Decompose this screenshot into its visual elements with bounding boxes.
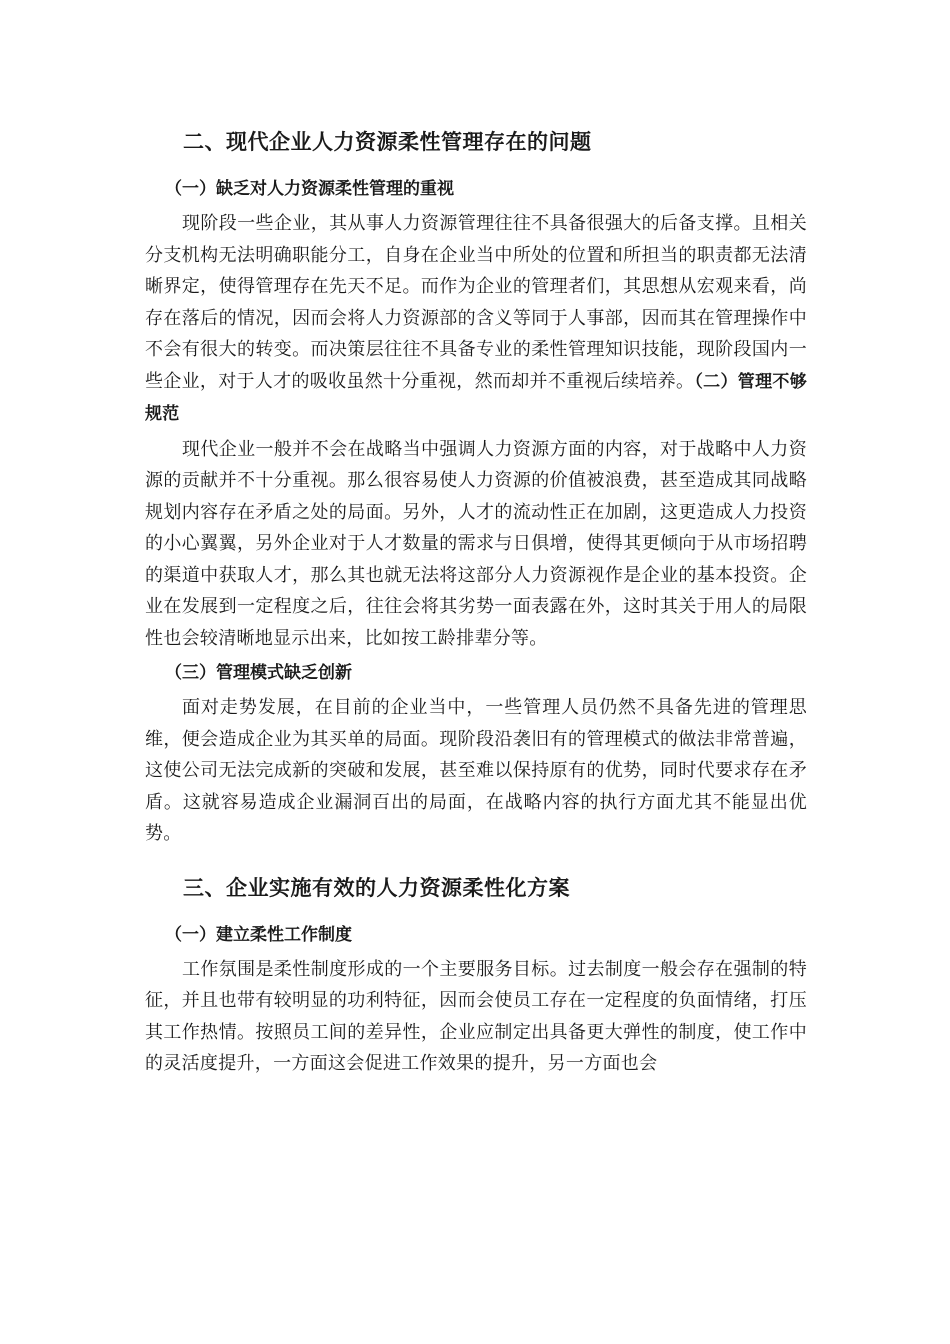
section-2-1-text: 现阶段一些企业，其从事人力资源管理往往不具备很强大的后备支撑。且相关分支机构无法明确职能分工，自身在企业当中所处的位置和所担当的职责都无法清晰界定，使得管理存在先天不足。而作为企业的管理者们，其思想从宏观来看，尚存在落后的情况，因而会将人力资源部的含义等同于人事部，因而其在管理操作中不会有很大的转变。而决策层往往不具备专业的柔性管理知识技能，现阶段国内一些企业，对于人才的吸收虽然十分重视，然而却并不重视后续培养。	[145, 213, 807, 392]
section-2-3-heading: （三）管理模式缺乏创新	[165, 663, 352, 683]
section-2-3-paragraph: 面对走势发展，在目前的企业当中，一些管理人员仍然不具备先进的管理思维，便会造成企业为其买单的局面。现阶段沿袭旧有的管理模式的做法非常普遍，这使公司无法完成新的突破和发展，甚至难以保持原有的优势，同时代要求存在矛盾。这就容易造成企业漏洞百出的局面，在战略内容的执行方面尤其不能显出优势。	[145, 697, 807, 844]
section-2-2-heading: （二）管理不够规范	[145, 371, 807, 424]
section-2-title: 二、现代企业人力资源柔性管理存在的问题	[183, 130, 592, 154]
section-2-1-paragraph	[145, 208, 807, 431]
section-2-1-heading: （一）缺乏对人力资源柔性管理的重视	[165, 179, 454, 199]
section-2-2-paragraph: 现代企业一般并不会在战略当中强调人力资源方面的内容，对于战略中人力资源的贡献并不十分重视。那么很容易使人力资源的价值被浪费，甚至造成其同战略规划内容存在矛盾之处的局面。另外，人才的流动性正在加剧，这更造成人力投资的小心翼翼，另外企业对于人才数量的需求与日俱增，使得其更倾向于从市场招聘的渠道中获取人才，那么其也就无法将这部分人力资源视作是企业的基本投资。企业在发展到一定程度之后，往往会将其劣势一面表露在外，这时其关于用人的局限性也会较清晰地显示出来，比如按工龄排辈分等。	[145, 438, 807, 649]
document-body	[145, 126, 807, 1080]
section-3-1-heading: （一）建立柔性工作制度	[165, 924, 352, 945]
section-3-title: 三、企业实施有效的人力资源柔性化方案	[183, 875, 570, 900]
section-3-1-paragraph: 工作氛围是柔性制度形成的一个主要服务目标。过去制度一般会存在强制的特征，并且也带有较明显的功利特征，因而会使员工存在一定程度的负面情绪，打压其工作热情。按照员工间的差异性，企业应制定出具备更大弹性的制度，使工作中的灵活度提升，一方面这会促进工作效果的提升，另一方面也会	[145, 958, 807, 1074]
